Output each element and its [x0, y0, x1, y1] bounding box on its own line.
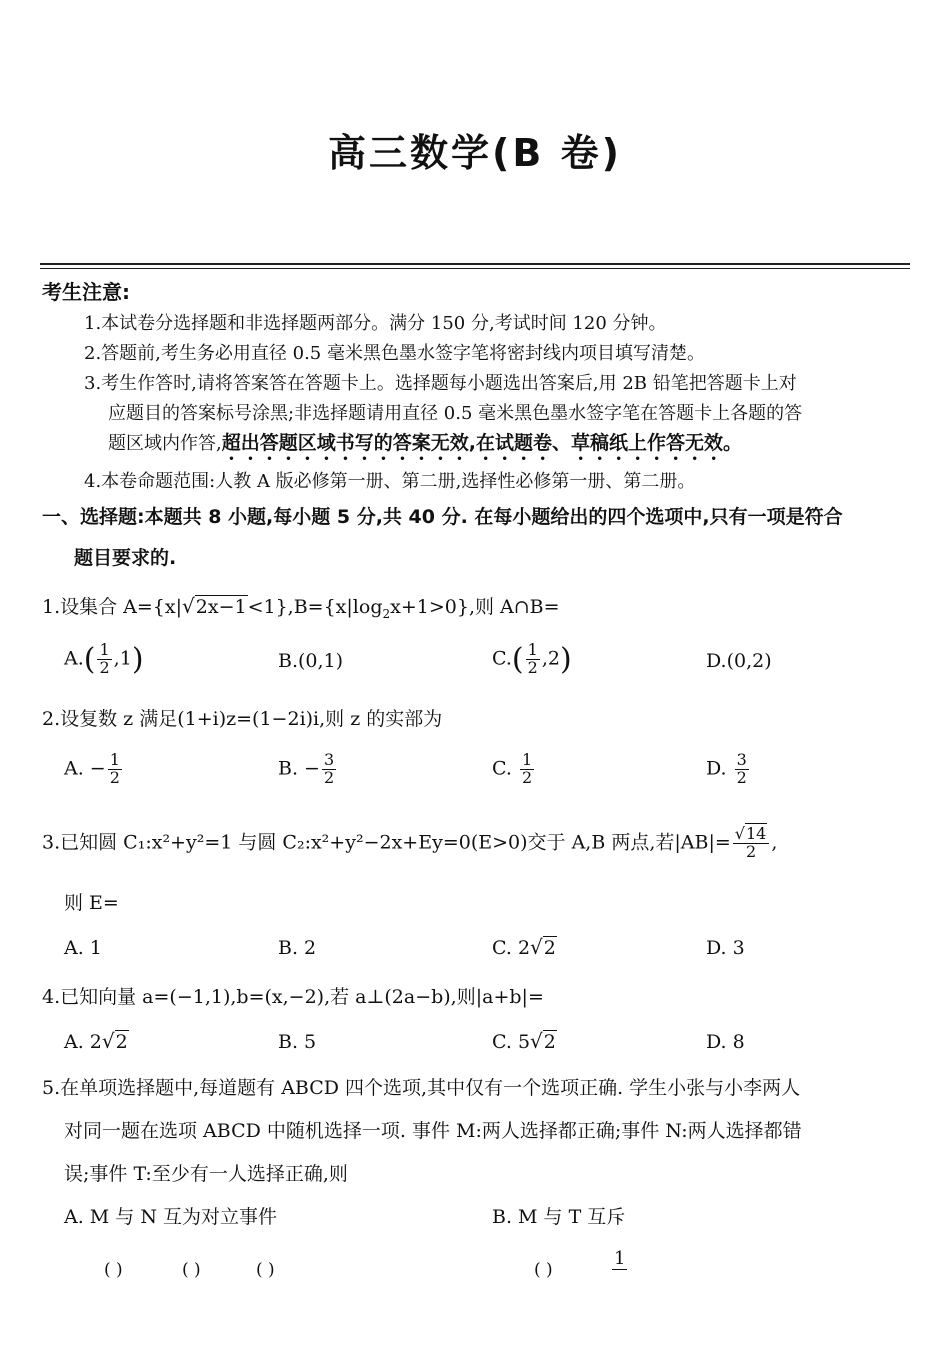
question-5-stem-2: 对同一题在选项 ABCD 中随机选择一项. 事件 M:两人选择都正确;事件 N:两人选择都错 — [64, 1120, 802, 1142]
q2-c-fraction — [520, 752, 534, 787]
q2-option-a — [64, 752, 124, 787]
q4-a-sqrt: √2 — [101, 1029, 128, 1053]
notice-item-1: 1.本试卷分选择题和非选择题两部分。满分 150 分,考试时间 120 分钟。 — [84, 313, 667, 334]
q1-c-num: 1 — [527, 640, 538, 660]
q1-c-rest: ,2 — [541, 647, 560, 670]
q3-fraction — [733, 826, 770, 861]
section-1-heading: 一、选择题:本题共 8 小题,每小题 5 分,共 40 分. 在每小题给出的四个选项中,只有一项是符合 — [42, 506, 843, 528]
q2-option-c — [492, 752, 536, 787]
q4-option-d: D. 8 — [706, 1031, 745, 1053]
q3-option-a: A. 1 — [64, 937, 102, 959]
q4-a-label: A. 2 — [64, 1031, 102, 1053]
q1-c-paren-close: ) — [559, 642, 572, 677]
section-1-heading-cont: 题目要求的. — [74, 547, 177, 569]
q4-option-a — [64, 1029, 129, 1053]
answer-paren-4: ( ) — [534, 1260, 553, 1280]
q2-d-fraction — [735, 752, 749, 787]
q2-d-den: 2 — [736, 767, 747, 787]
q4-c-sqrt: √2 — [530, 1029, 556, 1053]
q5-option-b: B. M 与 T 互斥 — [492, 1206, 626, 1228]
q2-a-den: 2 — [109, 767, 120, 787]
q1-a-paren-open: ( — [83, 642, 96, 677]
q3-end: , — [771, 831, 778, 854]
notice-item-4: 4.本卷命题范围:人教 A 版必修第一册、第二册,选择性必修第一册、第二册。 — [84, 471, 696, 492]
q1-option-a — [64, 642, 144, 677]
q1-c-fraction — [526, 642, 540, 677]
q3-option-d: D. 3 — [706, 937, 745, 959]
header-rule-thick — [40, 263, 910, 265]
answer-paren-1: ( ) — [104, 1260, 123, 1280]
q1-option-b: B.(0,1) — [278, 650, 344, 672]
q2-d-num: 3 — [736, 750, 747, 769]
header-rule-thin — [40, 268, 910, 269]
q1-a-rest: ,1 — [113, 647, 132, 670]
q1-log-base: 2 — [382, 606, 391, 621]
q3-radicand: 14 — [745, 824, 767, 843]
q5-option-a: A. M 与 N 互为对立事件 — [64, 1206, 277, 1228]
question-3-stem — [42, 826, 777, 861]
q1-text-b: <1},B={x|log — [247, 596, 383, 618]
q4-option-b: B. 5 — [278, 1031, 317, 1053]
notice-item-3-line-1: 3.考生作答时,请将答案答在答题卡上。选择题每小题选出答案后,用 2B 铅笔把答题卡上对 — [84, 373, 797, 394]
q1-c-den: 2 — [527, 658, 538, 677]
q3-c-sqrt: √2 — [530, 935, 556, 959]
q4-a-radicand: 2 — [115, 1031, 128, 1053]
q2-b-num: 3 — [323, 750, 335, 769]
q1-text-c: x+1>0},则 A∩B= — [390, 596, 560, 618]
notice-heading: 考生注意: — [42, 280, 130, 304]
q4-c-label: C. 5 — [492, 1031, 531, 1053]
q1-c-label: C. — [492, 647, 512, 670]
q3-text: 3.已知圆 C₁:x²+y²=1 与圆 C₂:x²+y²−2x+Ey=0(E>0)交于 A,B 两点,若|AB|= — [42, 831, 731, 854]
q2-a-num: 1 — [109, 750, 120, 769]
q2-c-label: C. — [492, 757, 518, 780]
answer-paren-3: ( ) — [256, 1260, 275, 1280]
q2-a-label: A. − — [64, 757, 106, 780]
q1-radicand: 2x−1 — [195, 596, 247, 618]
page-number — [612, 1248, 627, 1270]
q1-c-paren-open: ( — [511, 642, 524, 677]
q2-b-den: 2 — [323, 767, 335, 787]
notice-item-2: 2.答题前,考生务必用直径 0.5 毫米黑色墨水签字笔将密封线内项目填写清楚。 — [84, 343, 705, 364]
question-4-stem: 4.已知向量 a=(−1,1),b=(x,−2),若 a⊥(2a−b),则|a+b|= — [42, 986, 544, 1008]
q4-option-c — [492, 1029, 557, 1053]
notice-item-3-emphasis: 超出答题区域书写的答案无效,在试题卷、草稿纸上作答无效。 — [221, 432, 742, 454]
q2-b-label: B. − — [278, 757, 320, 780]
q1-a-den: 2 — [99, 658, 110, 677]
notice-item-3-plain: 题区域内作答, — [108, 433, 222, 454]
q3-option-b: B. 2 — [278, 937, 317, 959]
notice-item-3-line-2: 应题目的答案标号涂黑;非选择题请用直径 0.5 毫米黑色墨水签字笔在答题卡上各题的答 — [108, 403, 803, 424]
q3-c-label: C. 2 — [492, 937, 531, 959]
q2-a-fraction — [108, 752, 122, 787]
q1-option-c — [492, 642, 572, 677]
q1-text-a: 1.设集合 A={x| — [42, 596, 183, 618]
q2-c-num: 1 — [521, 750, 533, 769]
q2-d-label: D. — [706, 757, 733, 780]
q3-frac-den: 2 — [745, 841, 757, 861]
q2-b-fraction — [322, 752, 336, 787]
q1-a-num: 1 — [99, 640, 110, 660]
q1-a-label: A. — [64, 647, 84, 670]
notice-item-3-line-3 — [108, 428, 742, 465]
question-5-stem-1: 5.在单项选择题中,每道题有 ABCD 四个选项,其中仅有一个选项正确. 学生小张与小李两人 — [42, 1077, 801, 1099]
q2-c-den: 2 — [521, 767, 533, 787]
q3-sqrt: √14 — [734, 824, 767, 843]
answer-paren-2: ( ) — [182, 1260, 201, 1280]
q1-option-d: D.(0,2) — [706, 650, 772, 672]
question-2-stem: 2.设复数 z 满足(1+i)z=(1−2i)i,则 z 的实部为 — [42, 708, 443, 730]
q1-a-paren-close: ) — [131, 642, 144, 677]
q4-c-radicand: 2 — [543, 1031, 556, 1053]
q3-option-c — [492, 935, 557, 959]
q1-sqrt: √2x−1 — [182, 594, 247, 618]
q2-option-b — [278, 752, 338, 787]
question-3-stem-cont: 则 E= — [64, 892, 119, 914]
exam-title: 高三数学(B 卷) — [328, 131, 622, 175]
question-5-stem-3: 误;事件 T:至少有一人选择正确,则 — [64, 1163, 348, 1185]
q2-option-d — [706, 752, 751, 787]
page-number-text: 1 — [614, 1248, 626, 1269]
q3-c-radicand: 2 — [543, 937, 556, 959]
question-1-stem — [42, 592, 560, 621]
q1-a-fraction — [97, 642, 111, 677]
